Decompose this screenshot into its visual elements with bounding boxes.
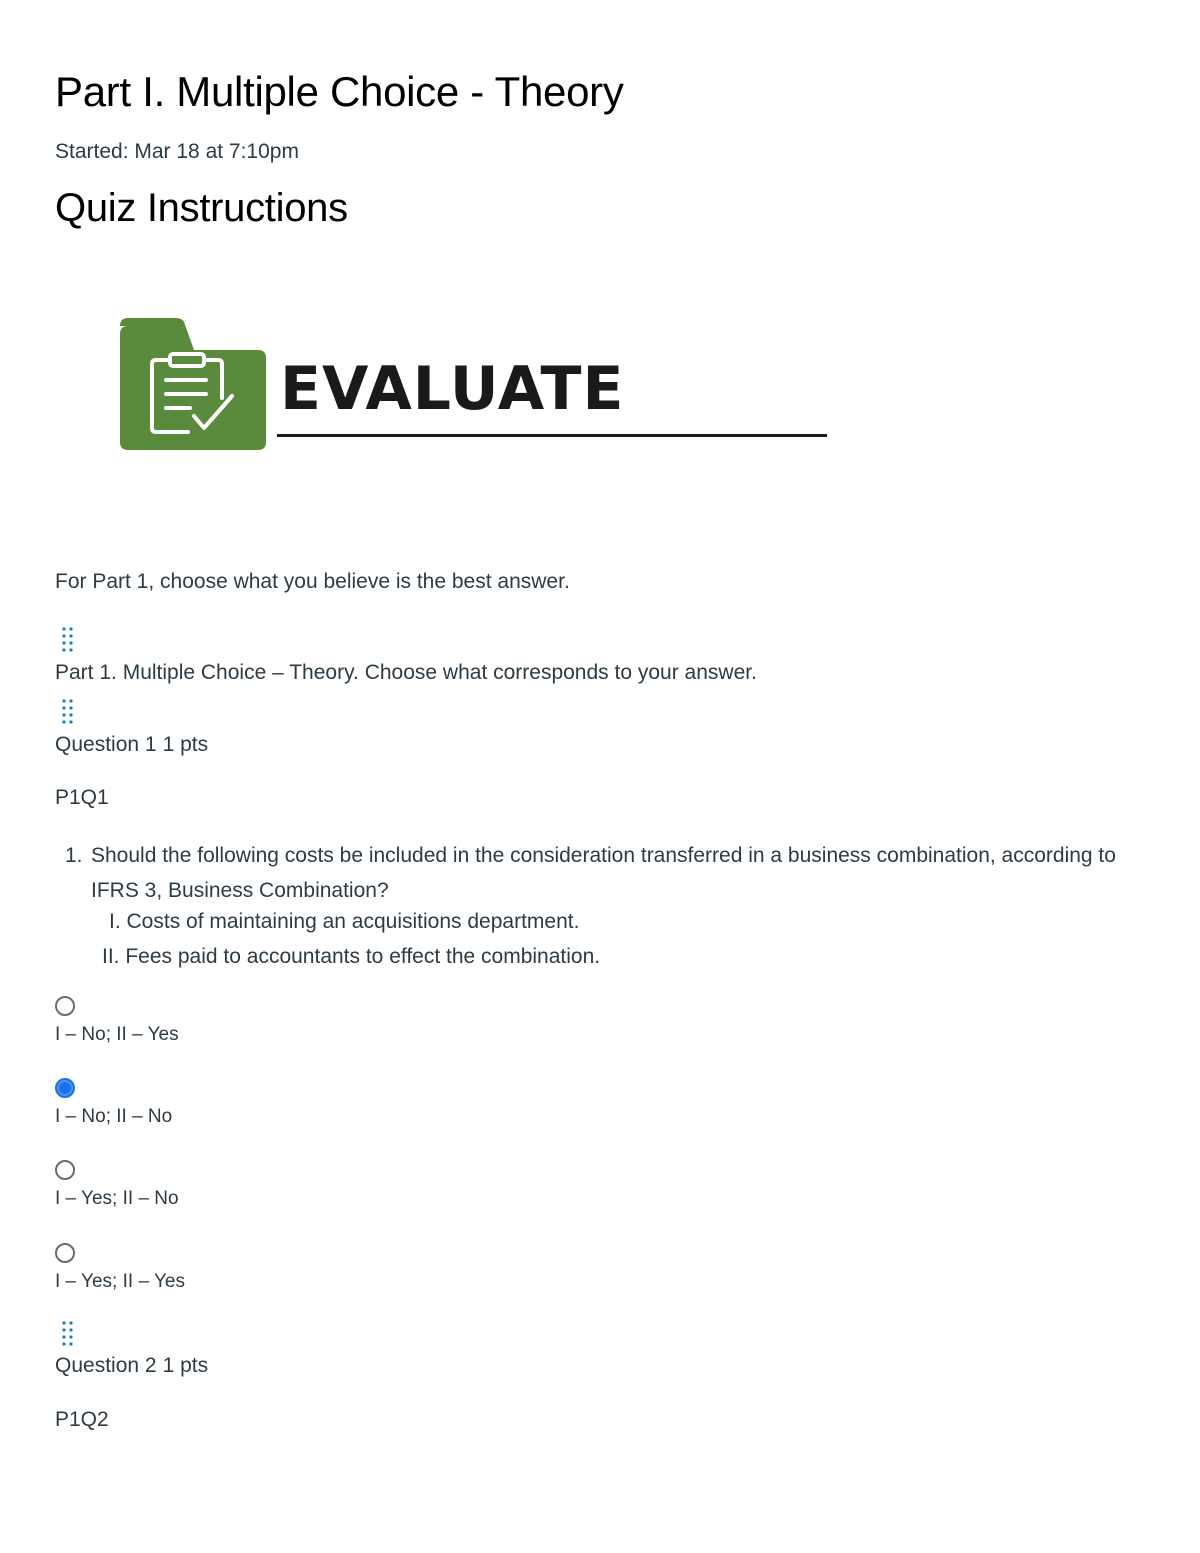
drag-handle-icon[interactable] [61, 626, 75, 652]
question-item [109, 910, 579, 934]
answer-label[interactable]: I – Yes; II – No [55, 1188, 179, 1209]
item-marker: II. [102, 945, 120, 968]
radio-button[interactable] [55, 996, 75, 1016]
question-header [55, 1354, 208, 1378]
question-label: Question 2 [55, 1354, 157, 1377]
radio-button[interactable] [55, 1160, 75, 1180]
drag-handle-icon[interactable] [61, 698, 75, 724]
question-number: 1. [65, 844, 83, 867]
question-text [65, 838, 1151, 908]
question-group-title: Part 1. Multiple Choice – Theory. Choose what corresponds to your answer. [55, 661, 757, 684]
logo-underline [277, 434, 827, 437]
quiz-instructions-heading: Quiz Instructions [55, 186, 348, 230]
question-points: 1 pts [162, 1354, 209, 1377]
question-code: P1Q2 [55, 1408, 109, 1431]
page-title: Part I. Multiple Choice - Theory [55, 68, 624, 115]
item-text: Fees paid to accountants to effect the combination. [125, 945, 601, 968]
radio-button[interactable] [55, 1243, 75, 1263]
answer-label[interactable]: I – Yes; II – Yes [55, 1271, 185, 1292]
logo-wordmark: EVALUATE [280, 354, 625, 424]
question-code: P1Q1 [55, 786, 109, 809]
question-item [102, 945, 600, 969]
question-label: Question 1 [55, 733, 157, 756]
drag-handle-icon[interactable] [61, 1320, 75, 1346]
item-text: Costs of maintaining an acquisitions department. [126, 910, 580, 933]
radio-button-selected[interactable] [55, 1078, 75, 1098]
answer-label[interactable]: I – No; II – Yes [55, 1024, 179, 1045]
started-timestamp: Started: Mar 18 at 7:10pm [55, 140, 299, 163]
evaluate-logo [120, 316, 830, 452]
item-marker: I. [109, 910, 121, 933]
question-points: 1 pts [162, 733, 209, 756]
instructions-text: For Part 1, choose what you believe is the best answer. [55, 570, 570, 593]
question-header [55, 733, 208, 757]
folder-icon [120, 318, 266, 450]
question-body: Should the following costs be included in the consideration transferred in a business combination, according to IFRS 3, Business Combination? [91, 844, 1116, 902]
answer-label[interactable]: I – No; II – No [55, 1106, 173, 1127]
